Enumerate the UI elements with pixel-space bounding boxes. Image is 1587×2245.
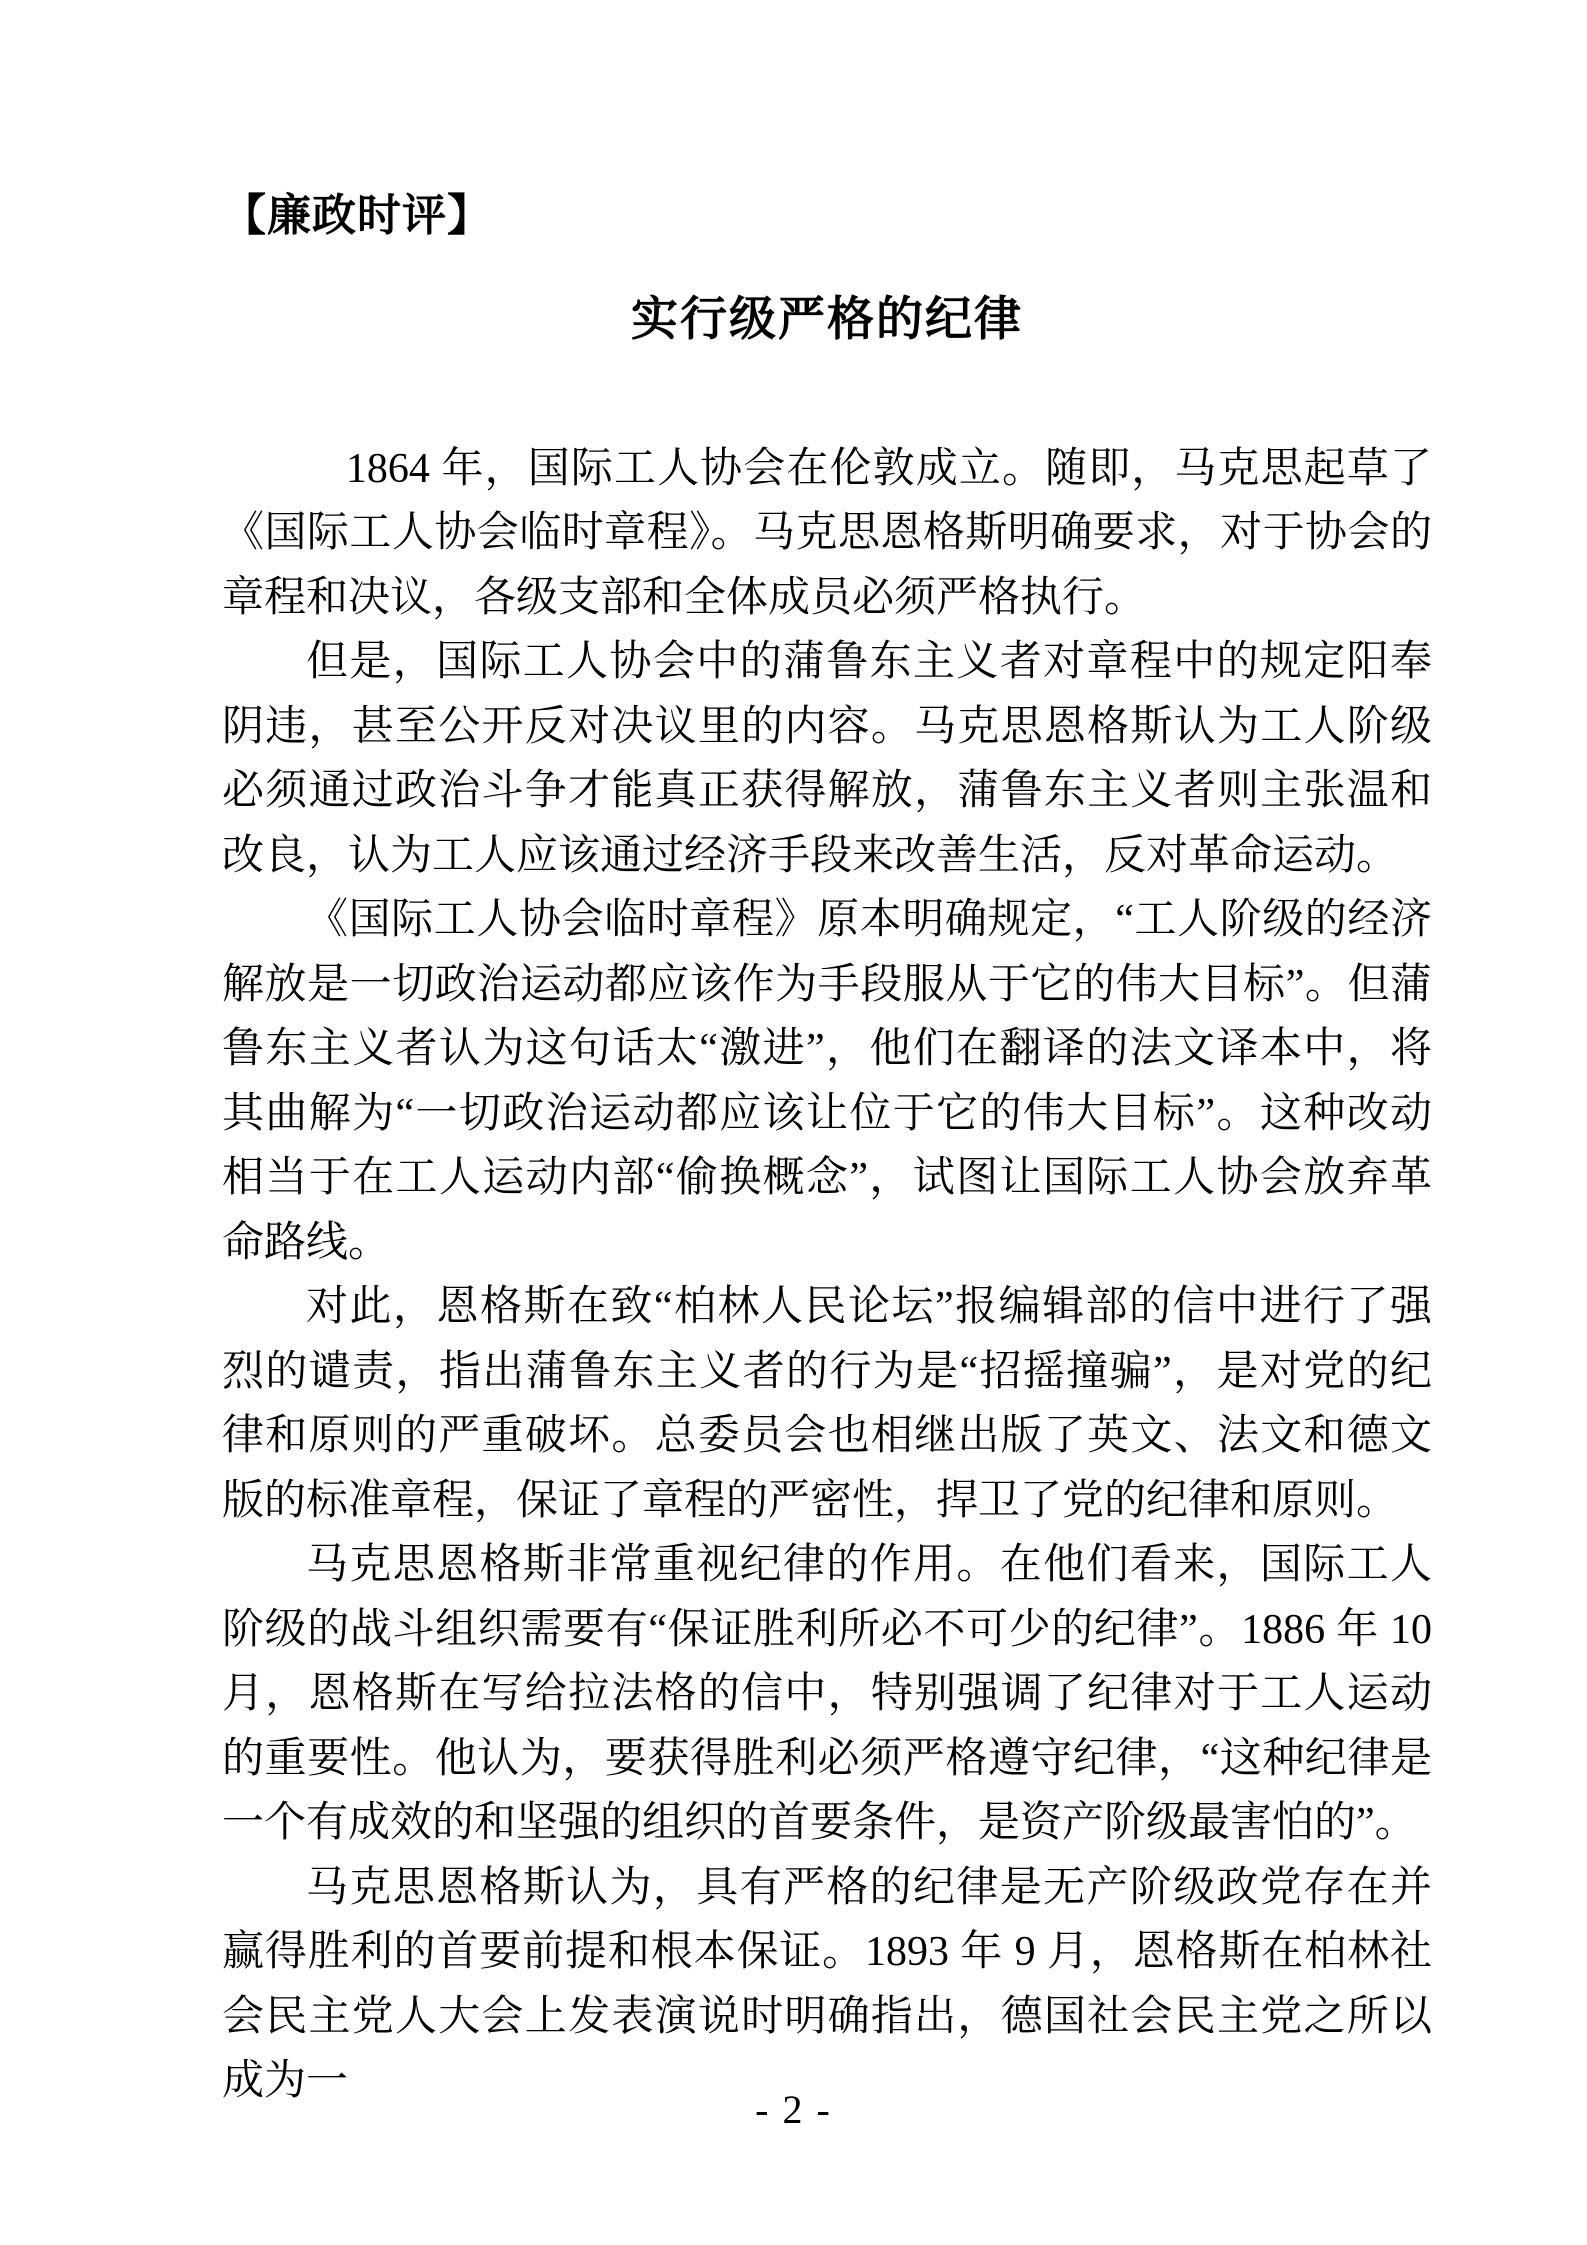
paragraph: 马克思恩格斯非常重视纪律的作用。在他们看来，国际工人阶级的战斗组织需要有“保证胜利所必不可少的纪律”。1886 年 10 月，恩格斯在写给拉法格的信中，特别强调了纪律对于工人运动的重要性。他认为，要获得胜利必须严格遵守纪律，“这种纪律是一个有成效的和坚强的组织的首要条件，是资产阶级最害怕的”。 [222, 1542, 1432, 1847]
section-label: 【廉政时评】 [222, 191, 492, 240]
paragraph: 马克思恩格斯认为，具有严格的纪律是无产阶级政党存在并赢得胜利的首要前提和根本保证。1893 年 9 月，恩格斯在柏林社会民主党人大会上发表演说时明确指出，德国社会民主党之所以成为一 [222, 1864, 1432, 2105]
paragraph: 《国际工人协会临时章程》原本明确规定，“工人阶级的经济解放是一切政治运动都应该作为手段服从于它的伟大目标”。但蒲鲁东主义者认为这句话太“激进”，他们在翻译的法文译本中，将其曲解为“一切政治运动都应该让位于它的伟大目标”。这种改动相当于在工人运动内部“偷换概念”，试图让国际工人协会放弃革命路线。 [222, 897, 1432, 1266]
paragraph: 1864 年，国际工人协会在伦敦成立。随即，马克思起草了《国际工人协会临时章程》。马克思恩格斯明确要求，对于协会的章程和决议，各级支部和全体成员必须严格执行。 [222, 445, 1432, 621]
document-title: 实行级严格的纪律 [631, 294, 1023, 347]
paragraph: 但是，国际工人协会中的蒲鲁东主义者对章程中的规定阳奉阴违，甚至公开反对决议里的内容。马克思恩格斯认为工人阶级必须通过政治斗争才能真正获得解放，蒲鲁东主义者则主张温和改良，认为工人应该通过经济手段来改善生活，反对革命运动。 [222, 639, 1432, 879]
page-number: - 2 - [755, 2087, 832, 2132]
paragraph: 对此，恩格斯在致“柏林人民论坛”报编辑部的信中进行了强烈的谴责，指出蒲鲁东主义者的行为是“招摇撞骗”，是对党的纪律和原则的严重破坏。总委员会也相继出版了英文、法文和德文版的标准章程，保证了章程的严密性，捍卫了党的纪律和原则。 [222, 1284, 1432, 1524]
document-body [222, 437, 1432, 2114]
